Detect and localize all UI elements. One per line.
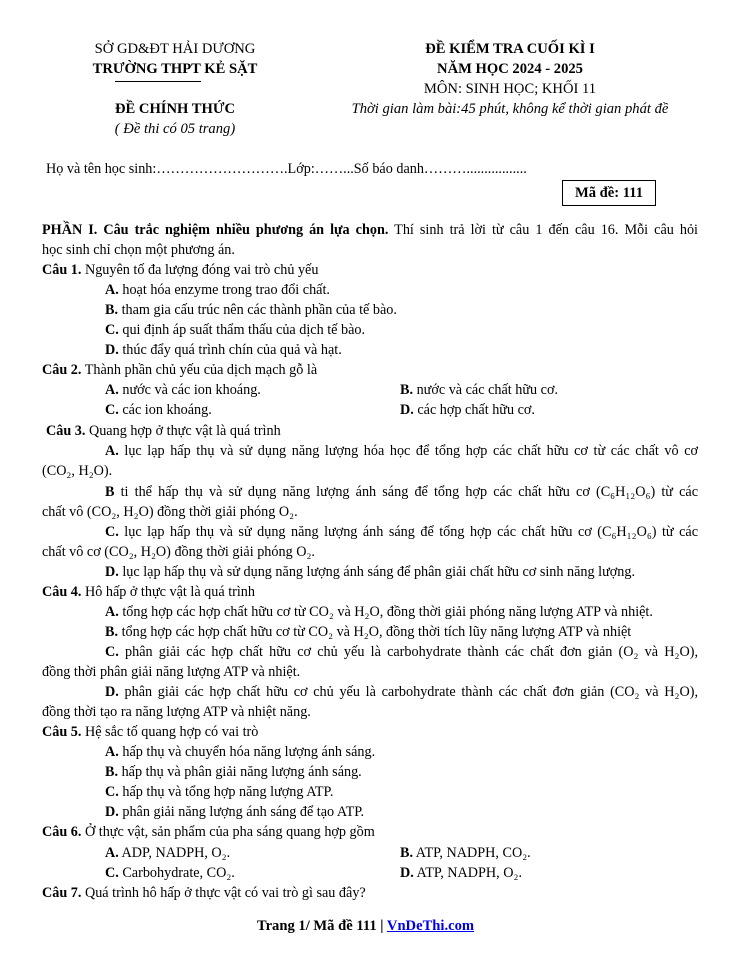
option-1b[interactable]: B. tham gia cấu trúc nên các thành phần của tế bào.: [105, 302, 397, 318]
option-3b-cont: chất vô (CO₂, H₂O) đồng thời giải phóng O₂.: [42, 504, 298, 520]
question-label: Câu 6.: [42, 824, 82, 840]
question-label: Câu 2.: [42, 362, 82, 378]
option-3c[interactable]: C. lục lạp hấp thụ và sử dụng năng lượng ánh sáng để tổng hợp các chất hữu cơ (C₆H₁₂O₆) từ các: [105, 524, 698, 540]
option-3d[interactable]: D. lục lạp hấp thụ và sử dụng năng lượng ánh sáng để phân giải chất hữu cơ sinh năng lượng.: [105, 564, 636, 580]
page-number: Trang 1/ Mã đề 111 |: [256, 918, 387, 934]
header-divider: [115, 81, 201, 82]
time-note: Thời gian làm bài:45 phút, không kể thời gian phát đề: [351, 101, 669, 117]
section-title: [42, 222, 698, 239]
question-5-stem: Câu 5. Hệ sắc tố quang hợp có vai trò: [42, 724, 259, 740]
question-2-stem: Câu 2. Thành phần chủ yếu của dịch mạch gỗ là: [42, 362, 318, 378]
question-label: Câu 7.: [42, 885, 82, 901]
section-instruction: Thí sinh trả lời từ câu 1 đến câu 16. Mỗi câu hỏi: [388, 222, 698, 238]
option-4c[interactable]: C. phân giải các hợp chất hữu cơ chủ yếu là carbohydrate thành các chất đơn giản (O₂ và H₂O),: [105, 644, 698, 660]
option-1a[interactable]: A. hoạt hóa enzyme trong trao đổi chất.: [105, 282, 330, 298]
subject: MÔN: SINH HỌC; KHỐI 11: [423, 81, 597, 97]
site-link[interactable]: VnDeThi.com: [386, 918, 475, 934]
pages-note: ( Đề thi có 05 trang): [114, 121, 236, 137]
department-name: SỞ GD&ĐT HẢI DƯƠNG: [94, 41, 256, 57]
school-name: TRƯỜNG THPT KẺ SẶT: [92, 61, 258, 77]
section-instruction-2: học sinh chỉ chọn một phương án.: [42, 242, 235, 258]
option-4c-cont: đồng thời phân giải năng lượng ATP và nhiệt.: [42, 664, 301, 680]
option-5c[interactable]: C. hấp thụ và tổng hợp năng lượng ATP.: [105, 784, 334, 800]
option-5d[interactable]: D. phân giải năng lượng ánh sáng để tạo ATP.: [105, 804, 365, 820]
question-1-stem: Câu 1. Nguyên tố đa lượng đóng vai trò chủ yếu: [42, 262, 319, 278]
option-6a[interactable]: A. ADP, NADPH, O₂.: [105, 845, 231, 861]
school-year: NĂM HỌC 2024 - 2025: [437, 61, 583, 77]
option-6b[interactable]: B. ATP, NADPH, CO₂.: [400, 845, 531, 861]
option-3a[interactable]: A. lục lạp hấp thụ và sử dụng năng lượng hóa học để tổng hợp các chất hữu cơ từ các chất vô cơ: [105, 443, 698, 459]
option-5b[interactable]: B. hấp thụ và phân giải năng lượng ánh sáng.: [105, 764, 362, 780]
option-3b[interactable]: B ti thể hấp thụ và sử dụng năng lượng ánh sáng để tổng hợp các chất hữu cơ (C₆H₁₂O₆) từ các: [105, 484, 698, 500]
exam-code-box: Mã đề: 111: [562, 180, 656, 206]
option-2a[interactable]: A. nước và các ion khoáng.: [105, 382, 261, 398]
question-6-stem: Câu 6. Ở thực vật, sản phẩm của pha sáng quang hợp gồm: [42, 824, 375, 840]
question-4-stem: Câu 4. Hô hấp ở thực vật là quá trình: [42, 584, 255, 600]
option-1d[interactable]: D. thúc đẩy quá trình chín của quả và hạt.: [105, 342, 342, 358]
option-3a-cont: (CO₂, H₂O).: [42, 463, 113, 479]
question-label: Câu 1.: [42, 262, 82, 278]
option-1c[interactable]: C. qui định áp suất thẩm thấu của dịch tế bào.: [105, 322, 366, 338]
question-label: Câu 4.: [42, 584, 82, 600]
option-6c[interactable]: C. Carbohydrate, CO₂.: [105, 865, 235, 881]
option-3c-cont: chất vô cơ (CO₂, H₂O) đồng thời giải phóng O₂.: [42, 544, 315, 560]
question-7-stem: Câu 7. Quá trình hô hấp ở thực vật có vai trò gì sau đây?: [42, 885, 366, 901]
student-info-line: Họ và tên học sinh:……………………….Lớp:……...Số báo danh……….................: [46, 161, 527, 177]
option-4b[interactable]: B. tổng hợp các hợp chất hữu cơ từ CO₂ và H₂O, đồng thời tích lũy năng lượng ATP và nhiệt: [105, 624, 632, 640]
option-5a[interactable]: A. hấp thụ và chuyển hóa năng lượng ánh sáng.: [105, 744, 376, 760]
option-4d-cont: đồng thời tạo ra năng lượng ATP và nhiệt năng.: [42, 704, 311, 720]
option-2b[interactable]: B. nước và các chất hữu cơ.: [400, 382, 559, 398]
option-4a[interactable]: A. tổng hợp các hợp chất hữu cơ từ CO₂ và H₂O, đồng thời giải phóng năng lượng ATP và nhiệt.: [105, 604, 653, 620]
option-2d[interactable]: D. các hợp chất hữu cơ.: [400, 402, 535, 418]
question-label: Câu 3.: [46, 423, 86, 439]
question-3-stem: Câu 3. Quang hợp ở thực vật là quá trình: [46, 423, 281, 439]
page-footer: [0, 918, 731, 935]
option-6d[interactable]: D. ATP, NADPH, O₂.: [400, 865, 523, 881]
option-4d[interactable]: D. phân giải các hợp chất hữu cơ chủ yếu là carbohydrate thành các chất đơn giản (CO₂ và H₂O),: [105, 684, 698, 700]
exam-title: ĐỀ KIỂM TRA CUỐI KÌ I: [425, 41, 595, 57]
official-label: ĐỀ CHÍNH THỨC: [114, 101, 235, 117]
section-heading: PHẦN I. Câu trắc nghiệm nhiều phương án lựa chọn.: [42, 222, 389, 238]
option-2c[interactable]: C. các ion khoáng.: [105, 402, 212, 418]
question-label: Câu 5.: [42, 724, 82, 740]
